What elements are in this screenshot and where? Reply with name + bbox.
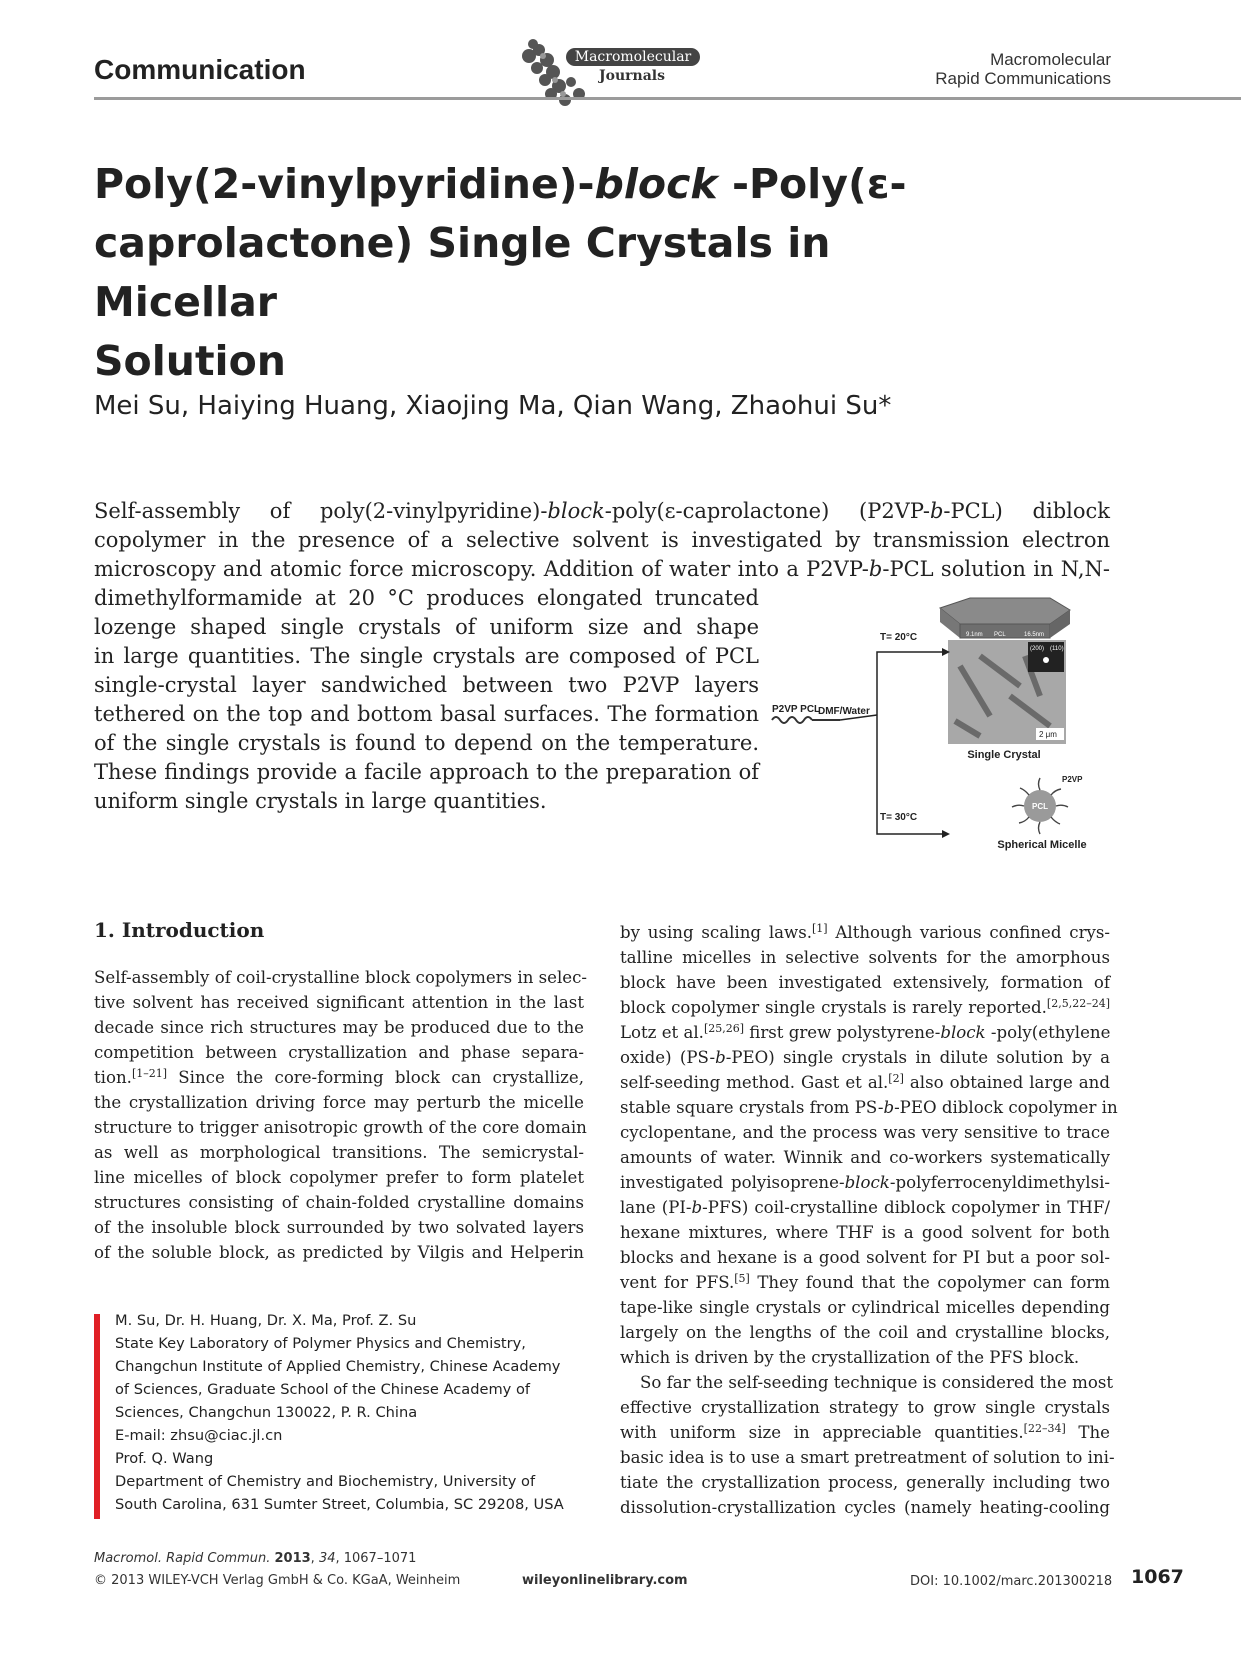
citation: Macromol. Rapid Commun. 2013, 34, 1067–1071 <box>94 1551 417 1566</box>
svg-text:Single Crystal: Single Crystal <box>967 749 1041 761</box>
svg-text:(110): (110) <box>1050 646 1064 652</box>
crystal-model <box>940 598 1070 638</box>
logo-subtitle: Journals <box>599 68 665 84</box>
abstract-line: microscopy and atomic force microscopy. Addition of water into a P2VP-b-PCL solution in N,N- <box>94 557 1110 581</box>
affiliation-accent-bar <box>94 1314 100 1519</box>
spherical-micelle-icon <box>1012 775 1083 834</box>
header-rule <box>94 97 1241 100</box>
abstract-line: Self-assembly of poly(2-vinylpyridine)-block-poly(ε-caprolactone) (P2VP-b-PCL) diblock <box>94 499 1110 523</box>
section-label: Communication <box>94 54 306 85</box>
article-title: Poly(2-vinylpyridine)-block -Poly(ε- caprolactone) Single Crystals in Micellar Solution <box>94 160 907 385</box>
svg-text:16.5nm: 16.5nm <box>1024 632 1045 638</box>
page-number: 1067 <box>1131 1566 1184 1588</box>
logo-badge: Macromolecular <box>566 48 700 66</box>
svg-text:(200): (200) <box>1030 646 1045 652</box>
body-column-left: Self-assembly of coil-crystalline block copolymers in selec- tive solvent has received significant attention in the last decade since rich structures may be produced due to the competition between crystallization and phase separa- tion.[1–21] Since the core-forming block can crystallize, the crystallization driving force may perturb the micelle structure to trigger anisotropic growth of the core domain as well as morphological transitions. The semicrystal- line micelles of block copolymer prefer to form platelet structures consisting of chain-folded crystalline domains of the insoluble block surrounded by two solvated layers of the soluble block, as predicted by Vilgis and Helperin <box>94 968 588 1262</box>
body-column-right: by using scaling laws.[1] Although various confined crys- talline micelles in selective solvents for the amorphous block have been investigated extensively, formation of block copolymer single crystals is rarely reported.[2,5,22–24] Lotz et al.[25,26] first grew polystyrene-block -poly(ethylene oxide) (PS-b-PEO) single crystals in dilute solution by a self-seeding method. Gast et al.[2] also obtained large and stable square crystals from PS-b-PEO diblock copolymer in cyclopentane, and the process was very sensitive to trace amounts of water. Winnik and co-workers systematically investigated polyisoprene-block-polyferrocenyldimethylsi- lane (PI-b-PFS) coil-crystalline diblock copolymer in THF/ hexane mixtures, where THF is a good solvent for both blocks and hexane is a good solvent for PI but a poor sol- vent for PFS.[5] They found that the copolymer can form tape-like single crystals or cylindrical micelles depending largely on the lengths of the coil and crystalline blocks, which is driven by the crystallization of the PFS block. So far the self-seeding technique is considered the most effective crystallization strategy to grow single crystals with uniform size in appreciable quantities.[22–34] The basic idea is to use a smart pretreatment of solution to ini- tiate the crystallization process, generally including two dissolution-crystallization cycles (namely heating-cooling <box>620 922 1118 1517</box>
abstract-line: copolymer in the presence of a selective solvent is investigated by transmission electron <box>94 528 1110 552</box>
abstract-column: dimethylformamide at 20 °C produces elongated truncated lozenge shaped single crystals of uniform size and shape in large quantities. The single crystals are composed of PCL single-crystal layer sandwiched between two P2VP layers tethered on the top and bottom basal surfaces. The formation of the single crystals is found to depend on the temperature. These findings provide a facile approach to the preparation of uniform single crystals in large quantities. <box>94 586 759 813</box>
graphical-abstract <box>772 596 1120 898</box>
journal-name: Macromolecular Rapid Communications <box>935 50 1111 88</box>
svg-text:DMF/Water: DMF/Water <box>818 706 870 717</box>
svg-text:PCL: PCL <box>1032 802 1048 811</box>
section-heading: 1. Introduction <box>94 918 265 942</box>
svg-text:P2VP: P2VP <box>1062 775 1083 784</box>
author-list: Mei Su, Haiying Huang, Xiaojing Ma, Qian Wang, Zhaohui Su* <box>94 391 892 421</box>
svg-text:T= 30°C: T= 30°C <box>880 812 918 823</box>
svg-text:9.1nm: 9.1nm <box>966 632 983 638</box>
affiliation-block: M. Su, Dr. H. Huang, Dr. X. Ma, Prof. Z. Su State Key Laboratory of Polymer Physics and Chemistry, Changchun Institute of Applied Chemistry, Chinese Academy of Sciences, Graduate School of the Chinese Academy of Sciences, Changchun 130022, P. R. China E-mail: zhsu@ciac.jl.cn Prof. Q. Wang Department of Chemistry and Biochemistry, University of South Carolina, 631 Sumter Street, Columbia, SC 29208, USA <box>115 1309 585 1516</box>
author-email[interactable]: E-mail: zhsu@ciac.jl.cn <box>115 1427 283 1444</box>
svg-text:P2VP PCL: P2VP PCL <box>772 704 821 715</box>
polymer-chain-icon <box>772 717 812 723</box>
copyright: © 2013 WILEY-VCH Verlag GmbH & Co. KGaA, Weinheim <box>94 1573 461 1588</box>
svg-text:T= 20°C: T= 20°C <box>880 632 918 643</box>
svg-text:PCL: PCL <box>994 632 1006 638</box>
doi[interactable]: DOI: 10.1002/marc.201300218 <box>910 1574 1113 1589</box>
svg-text:2 μm: 2 μm <box>1039 730 1057 739</box>
journal-logo <box>519 36 701 112</box>
svg-text:Spherical Micelle: Spherical Micelle <box>997 839 1087 851</box>
website-link[interactable]: wileyonlinelibrary.com <box>522 1573 688 1588</box>
